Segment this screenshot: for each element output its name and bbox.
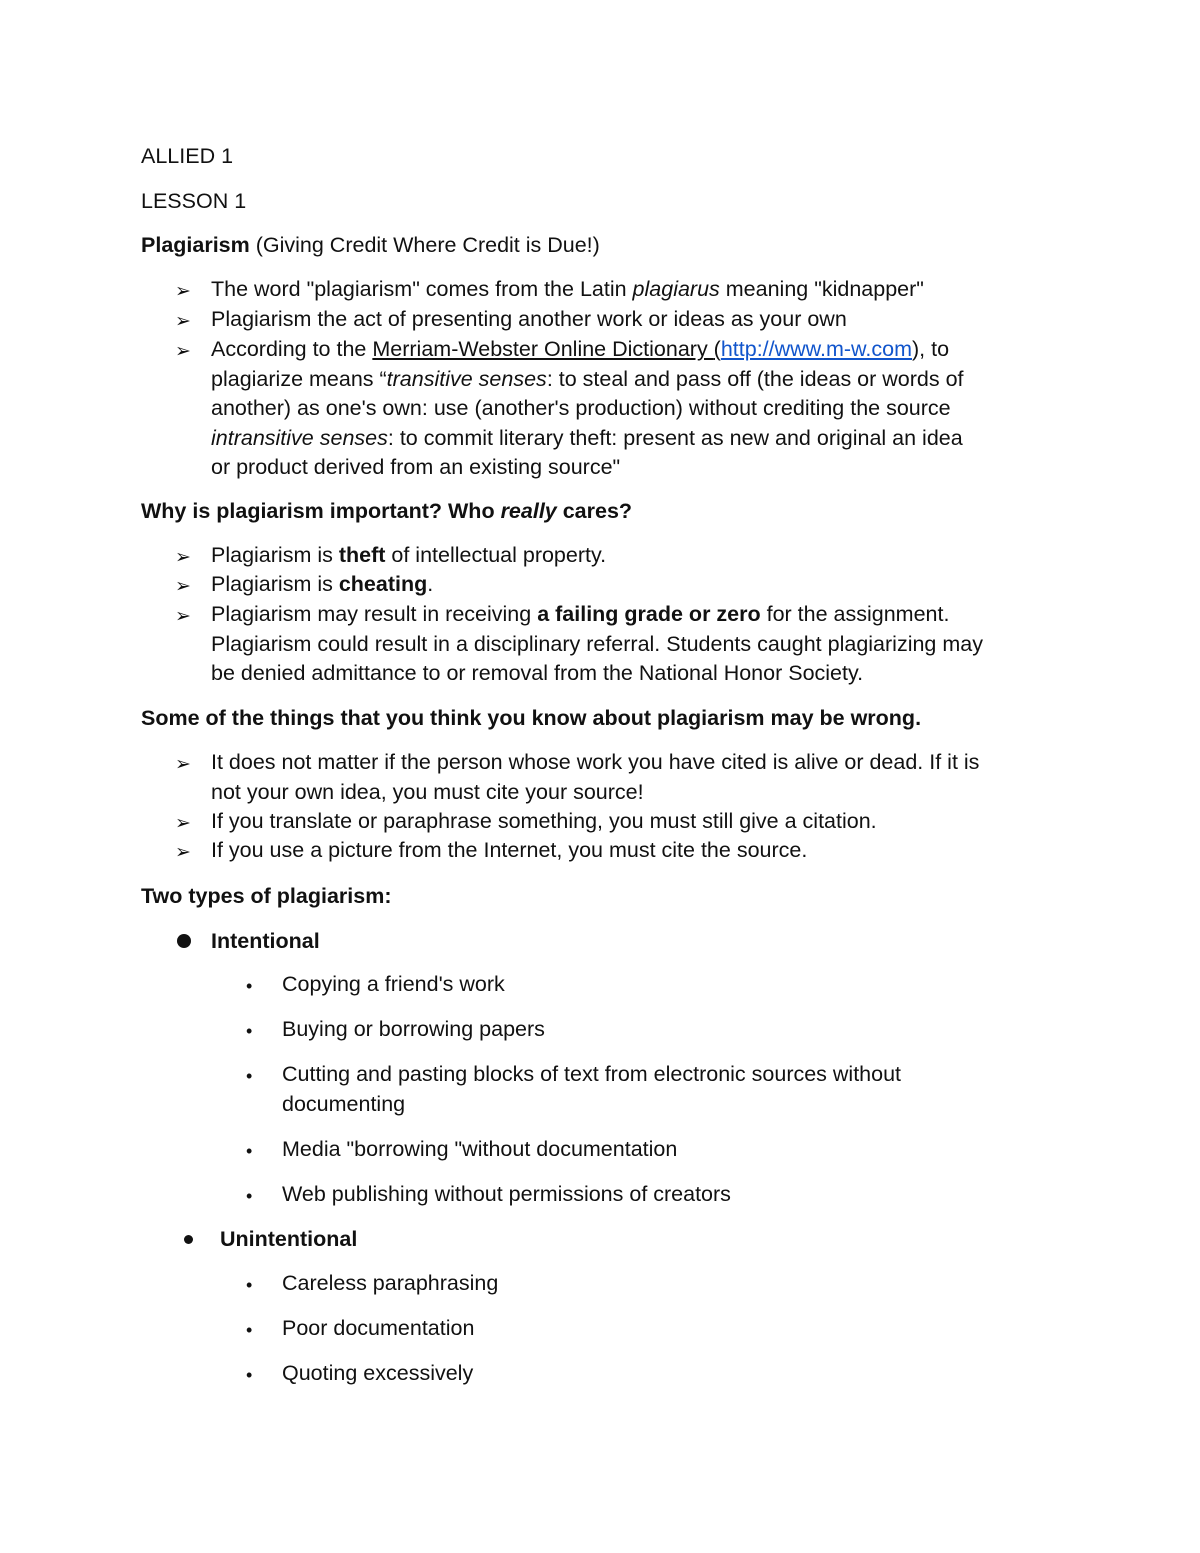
list-item: Poor documentation — [282, 1316, 475, 1340]
unintentional-label: Unintentional — [220, 1227, 358, 1251]
bullet-dot-icon — [184, 1235, 193, 1244]
list-item: Plagiarism is theft of intellectual property. — [211, 543, 607, 567]
dictionary-name: Merriam-Webster Online Dictionary — [372, 337, 714, 361]
bullet-icon: • — [246, 976, 253, 996]
section-plagiarism-heading: Plagiarism (Giving Credit Where Credit is Due!) — [141, 233, 600, 257]
bullet-icon: • — [246, 1186, 253, 1206]
arrow-bullet-icon: ➢ — [175, 605, 191, 627]
arrow-bullet-icon: ➢ — [175, 812, 191, 834]
course-title: ALLIED 1 — [141, 144, 234, 168]
list-item: Plagiarism may result in receiving a failing grade or zero for the assignment. Plagiarism could result in a disciplinary referral. Students caught plagiarizing may be denied admittance to or removal from the National Honor Society. — [211, 602, 983, 685]
list-item: If you use a picture from the Internet, you must cite the source. — [211, 838, 808, 862]
bullet-icon: • — [246, 1141, 253, 1161]
list-item: Buying or borrowing papers — [282, 1017, 545, 1041]
intentional-label: Intentional — [211, 929, 320, 953]
list-item: Web publishing without permissions of creators — [282, 1182, 731, 1206]
bullet-icon: • — [246, 1320, 253, 1340]
list-item: It does not matter if the person whose work you have cited is alive or dead. If it is not your own idea, you must cite your source! — [211, 750, 980, 804]
section-types-heading: Two types of plagiarism: — [141, 884, 392, 908]
list-item: Cutting and pasting blocks of text from electronic sources without — [282, 1062, 902, 1086]
arrow-bullet-icon: ➢ — [175, 310, 191, 332]
section-myths-heading: Some of the things that you think you know about plagiarism may be wrong. — [141, 706, 922, 730]
list-item: The word "plagiarism" comes from the Latin plagiarus meaning "kidnapper" — [211, 277, 924, 301]
bullet-icon: • — [246, 1021, 253, 1041]
arrow-bullet-icon: ➢ — [175, 753, 191, 775]
arrow-bullet-icon: ➢ — [175, 841, 191, 863]
bullet-icon: • — [246, 1066, 253, 1086]
arrow-bullet-icon: ➢ — [175, 280, 191, 302]
arrow-bullet-icon: ➢ — [175, 575, 191, 597]
arrow-bullet-icon: ➢ — [175, 546, 191, 568]
list-item-definition: According to the Merriam-Webster Online Dictionary (http://www.m-w.com), to plagiarize means “transitive senses: to steal and pass off (the ideas or words of another) as one's own: use (another's production) without crediting the source intransitive senses: to commit literary theft: present as new and original an idea or product derived from an existing source" — [211, 337, 964, 479]
list-item: Media "borrowing "without documentation — [282, 1137, 678, 1161]
list-item: Copying a friend's work — [282, 972, 505, 996]
bullet-icon: • — [246, 1275, 253, 1295]
arrow-bullet-icon: ➢ — [175, 340, 191, 362]
bullet-dot-icon — [177, 934, 191, 948]
list-item: If you translate or paraphrase something, you must still give a citation. — [211, 809, 877, 833]
list-item: Careless paraphrasing — [282, 1271, 499, 1295]
list-item: Quoting excessively — [282, 1361, 474, 1385]
section-why-heading: Why is plagiarism important? Who really cares? — [141, 499, 633, 523]
bullet-icon: • — [246, 1365, 253, 1385]
list-item: Plagiarism is cheating. — [211, 572, 434, 596]
list-item: Plagiarism the act of presenting another work or ideas as your own — [211, 307, 847, 331]
lesson-title: LESSON 1 — [141, 189, 247, 213]
list-item-continuation: documenting — [282, 1092, 406, 1116]
dictionary-link[interactable]: http://www.m-w.com — [720, 337, 912, 361]
